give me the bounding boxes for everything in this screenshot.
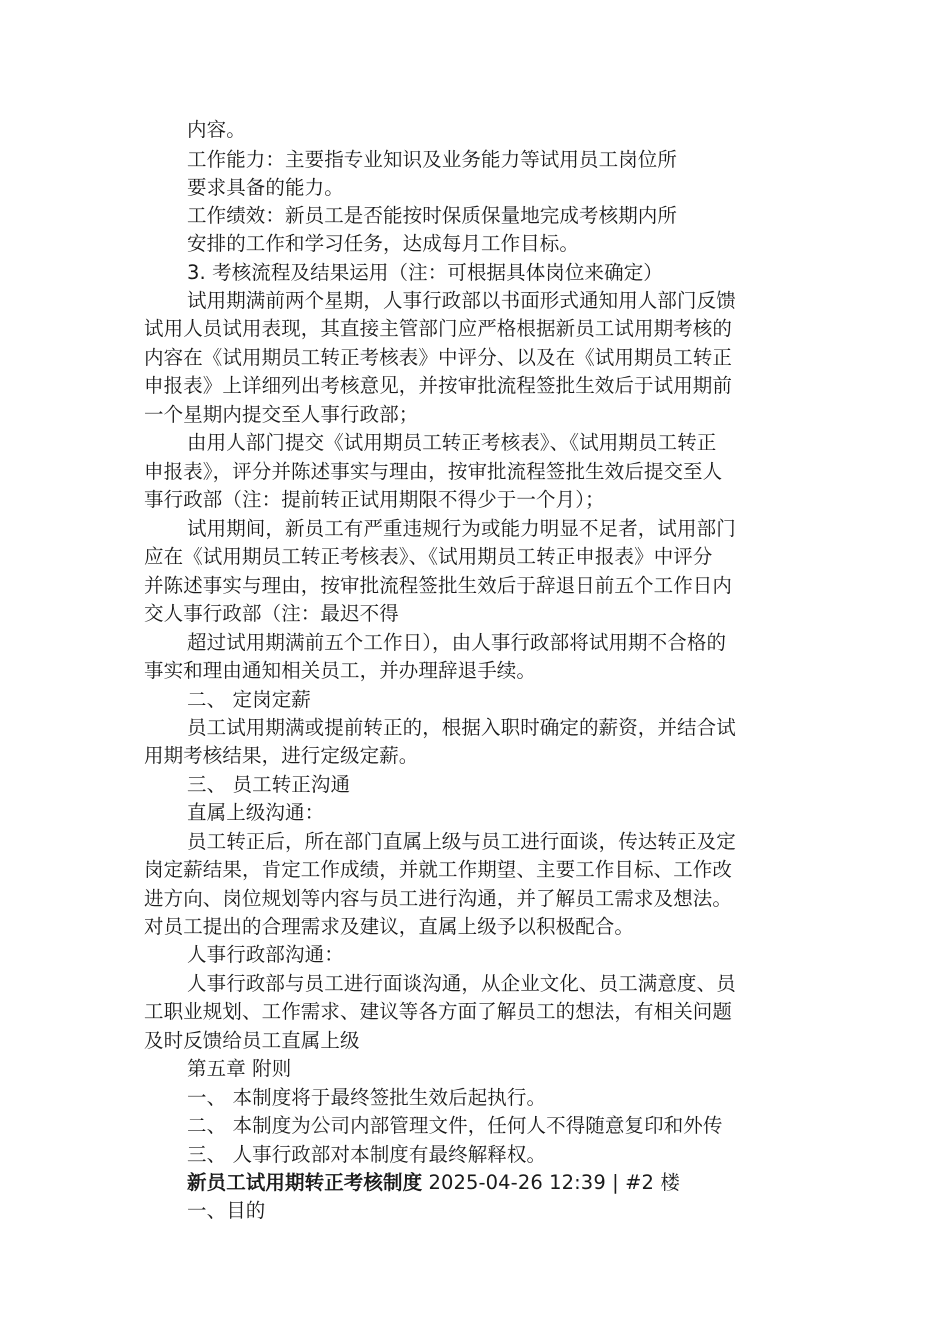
- text-line: 申报表》上详细列出考核意见，并按审批流程签批生效后于试用期前: [144, 374, 733, 397]
- text-line: 工作绩效：新员工是否能按时保质保量地完成考核期内所: [187, 204, 678, 227]
- text-line: 安排的工作和学习任务，达成每月工作目标。: [187, 232, 580, 255]
- text-line: 申报表》，评分并陈述事实与理由，按审批流程签批生效后提交至人: [144, 460, 723, 483]
- text-line: 对员工提出的合理需求及建议，直属上级予以积极配合。: [144, 915, 635, 938]
- post-title: 新员工试用期转正考核制度: [187, 1171, 423, 1194]
- section-heading: 三、 员工转正沟通: [187, 773, 351, 796]
- section-heading: 二、 定岗定薪: [187, 688, 311, 711]
- text-line: 事行政部（注：提前转正试用期限不得少于一个月）；: [144, 488, 605, 511]
- text-line: 及时反馈给员工直属上级: [144, 1029, 360, 1052]
- section-heading: 3. 考核流程及结果运用（注：可根据具体岗位来确定）: [187, 261, 663, 284]
- text-line: 员工转正后，所在部门直属上级与员工进行面谈，传达转正及定: [187, 830, 736, 853]
- text-line: 工作能力：主要指专业知识及业务能力等试用员工岗位所: [187, 148, 678, 171]
- subsection-heading: 人事行政部沟通：: [187, 943, 344, 966]
- subsection-heading: 直属上级沟通：: [187, 801, 325, 824]
- text-line: 岗定薪结果，肯定工作成绩，并就工作期望、主要工作目标、工作改: [144, 858, 733, 881]
- text-line: 交人事行政部（注：最迟不得: [144, 602, 399, 625]
- text-line: 要求具备的能力。: [187, 176, 344, 199]
- text-line: 员工试用期满或提前转正的，根据入职时确定的薪资，并结合试: [187, 716, 736, 739]
- text-line: 试用人员试用表现，其直接主管部门应严格根据新员工试用期考核的: [144, 317, 733, 340]
- text-line: 并陈述事实与理由，按审批流程签批生效后于辞退日前五个工作日内: [144, 574, 733, 597]
- text-line: 二、 本制度为公司内部管理文件，任何人不得随意复印和外传: [187, 1114, 723, 1137]
- section-heading: 一、目的: [187, 1199, 266, 1222]
- text-line: 内容。: [187, 118, 246, 141]
- post-meta: 2025-04-26 12:39 | #2 楼: [422, 1171, 680, 1194]
- text-line: 进方向、岗位规划等内容与员工进行沟通，并了解员工需求及想法。: [144, 887, 733, 910]
- chapter-heading: 第五章 附则: [187, 1057, 292, 1080]
- text-line: 一、 本制度将于最终签批生效后起执行。: [187, 1086, 547, 1109]
- text-line: 三、 人事行政部对本制度有最终解释权。: [187, 1143, 547, 1166]
- text-line: 工职业规划、工作需求、建议等各方面了解员工的想法，有相关问题: [144, 1000, 733, 1023]
- text-line: 由用人部门提交《试用期员工转正考核表》、《试用期员工转正: [187, 431, 717, 454]
- text-line: 内容在《试用期员工转正考核表》中评分、以及在《试用期员工转正: [144, 346, 733, 369]
- text-line: 用期考核结果，进行定级定薪。: [144, 744, 419, 767]
- text-line: 超过试用期满前五个工作日），由人事行政部将试用期不合格的: [187, 631, 727, 654]
- text-line: 一个星期内提交至人事行政部；: [144, 403, 419, 426]
- text-line: 试用期间，新员工有严重违规行为或能力明显不足者，试用部门: [187, 517, 736, 540]
- post-header: [0, 1168, 950, 1198]
- text-line: 应在《试用期员工转正考核表》、《试用期员工转正申报表》中评分: [144, 545, 713, 568]
- text-line: 人事行政部与员工进行面谈沟通，从企业文化、员工满意度、员: [187, 972, 736, 995]
- text-line: 事实和理由通知相关员工，并办理辞退手续。: [144, 659, 537, 682]
- text-line: 试用期满前两个星期，人事行政部以书面形式通知用人部门反馈: [187, 289, 736, 312]
